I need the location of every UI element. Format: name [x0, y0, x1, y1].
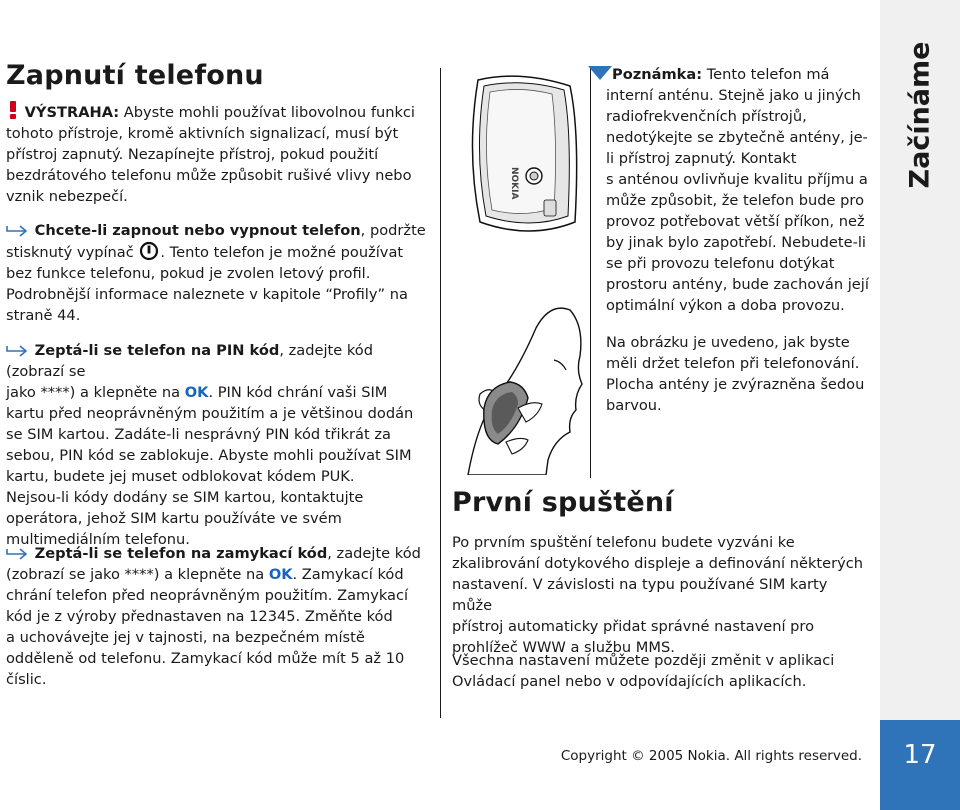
step-line: a uchovávejte jej v tajnosti, na bezpečném místě	[6, 629, 365, 646]
step-text: , podržte	[360, 222, 426, 239]
paragraph-line: Ovládací panel nebo v odpovídajících aplikacích.	[452, 673, 807, 690]
paragraph-line: Po prvním spuštění telefonu budete vyzváni ke	[452, 534, 795, 551]
step-line: číslic.	[6, 671, 47, 688]
note-line: Tento telefon má	[706, 66, 830, 83]
column-divider-left	[440, 68, 441, 718]
phone-brand: NOKIA	[509, 167, 519, 200]
paragraph-line: nastavení. V závislosti na typu používané SIM karty může	[452, 576, 828, 614]
step-text: jako ****) a klepněte na	[6, 384, 181, 401]
settings-paragraph	[452, 650, 872, 692]
power-key-icon	[138, 241, 160, 261]
warning-icon	[6, 101, 20, 119]
ok-softkey-label: OK	[268, 566, 293, 583]
page-title: Zapnutí telefonu	[6, 60, 264, 91]
chapter-title: Začínáme	[904, 41, 936, 189]
note-line: prostoru antény, bude zachován její	[606, 276, 869, 293]
step-line: straně 44.	[6, 307, 81, 324]
step-bold: Zeptá-li se telefon na zamykací kód	[34, 545, 328, 562]
note-line: se při provozu telefonu dotýkat	[606, 255, 835, 272]
picture-note-line: Na obrázku je uvedeno, jak byste	[606, 334, 850, 351]
warning-paragraph	[6, 101, 426, 207]
note-line: li přístroj zapnutý. Kontakt	[606, 150, 797, 167]
note-line: by jinak bylo zapotřebí. Nebudete-li	[606, 234, 866, 251]
note-label: Poznámka:	[612, 66, 703, 83]
paragraph-line: zkalibrování dotykového displeje a definování některých	[452, 555, 864, 572]
note-line: interní anténu. Stejně jako u jiných	[606, 87, 861, 104]
picture-note-paragraph	[606, 332, 874, 416]
warning-label: VÝSTRAHA:	[24, 104, 120, 121]
note-line: může způsobit, že telefon bude pro	[606, 192, 864, 209]
page-number: 17	[903, 740, 937, 770]
picture-note-line: barvou.	[606, 397, 662, 414]
section-title: První spuštění	[452, 487, 674, 518]
warning-line: tohoto přístroje, kromě aktivních signalizací, musí být	[6, 125, 399, 142]
pin-code-step	[6, 340, 431, 550]
paragraph-line: Všechna nastavení můžete později změnit v aplikaci	[452, 652, 835, 669]
copyright-footer: Copyright © 2005 Nokia. All rights reserved.	[560, 748, 862, 764]
lock-code-step	[6, 543, 431, 690]
warning-line: přístroj zapnutý. Nezapínejte přístroj, pokud použití	[6, 146, 379, 163]
note-line: optimální výkon a doba provozu.	[606, 297, 845, 314]
paragraph-line: přístroj automaticky přidat správné nastavení pro	[452, 618, 815, 635]
step-text: . PIN kód chrání vaši SIM	[208, 384, 388, 401]
note-line: radiofrekvenčních přístrojů,	[606, 108, 807, 125]
picture-note-line: měli držet telefon při telefonování.	[606, 355, 860, 372]
step-line: odděleně od telefonu. Zamykací kód může mít 5 až 10	[6, 650, 405, 667]
phone-holding-illustration	[458, 300, 586, 475]
step-line: multimediálním telefonu.	[6, 531, 190, 548]
step-bold: Zeptá-li se telefon na PIN kód	[34, 342, 280, 359]
ok-softkey-label: OK	[184, 384, 209, 401]
step-line: kartu, budete jej muset odblokovat kódem PUK.	[6, 468, 355, 485]
step-line: sebou, PIN kód se zablokuje. Abyste mohli používat SIM	[6, 447, 412, 464]
step-text: stisknutý vypínač	[6, 244, 134, 261]
step-bold: Chcete-li zapnout nebo vypnout telefon	[34, 222, 361, 239]
note-icon	[588, 66, 612, 80]
step-text: , zadejte kód	[327, 545, 421, 562]
first-start-paragraph	[452, 532, 872, 658]
step-text: , zadejte kód (zobrazí se	[6, 342, 373, 380]
arrow-right-icon	[6, 224, 28, 238]
step-line: Nejsou-li kódy dodány se SIM kartou, kontaktujte	[6, 489, 364, 506]
arrow-right-icon	[6, 344, 28, 358]
note-line: nedotýkejte se zbytečně antény, je-	[606, 129, 868, 146]
picture-note-line: Plocha antény je zvýrazněna šedou	[606, 376, 865, 393]
note-paragraph	[606, 64, 874, 316]
warning-line: Abyste mohli používat libovolnou funkci	[123, 104, 415, 121]
step-line: operátora, jehož SIM kartu používáte ve svém	[6, 510, 342, 527]
note-line: provoz potřebovat větší příkon, než	[606, 213, 865, 230]
step-text: . Tento telefon je možné používat	[160, 244, 404, 261]
step-line: chrání telefon před neoprávněným použitím. Zamykací	[6, 587, 409, 604]
step-text: (zobrazí se jako ****) a klepněte na	[6, 566, 265, 583]
note-line: s anténou ovlivňuje kvalitu příjmu a	[606, 171, 868, 188]
step-text: . Zamykací kód	[292, 566, 404, 583]
warning-line: bezdrátového telefonu může způsobit rušivé vlivy nebo	[6, 167, 412, 184]
warning-line: vznik nebezpečí.	[6, 188, 128, 205]
arrow-right-icon	[6, 547, 28, 561]
paragraph-line: prohlížeč WWW a službu MMS.	[452, 639, 675, 656]
power-on-step	[6, 220, 431, 326]
step-line: kód je z výroby přednastaven na 12345. Změňte kód	[6, 608, 393, 625]
step-line: bez funkce telefonu, pokud je zvolen letový profil.	[6, 265, 371, 282]
column-divider-right	[590, 68, 591, 478]
phone-back-illustration	[460, 72, 585, 242]
step-line: se SIM kartou. Zadáte-li nesprávný PIN kód třikrát za	[6, 426, 391, 443]
step-line: kartu před neoprávněným použitím a je většinou dodán	[6, 405, 414, 422]
step-line: Podrobnější informace naleznete v kapitole “Profily” na	[6, 286, 408, 303]
